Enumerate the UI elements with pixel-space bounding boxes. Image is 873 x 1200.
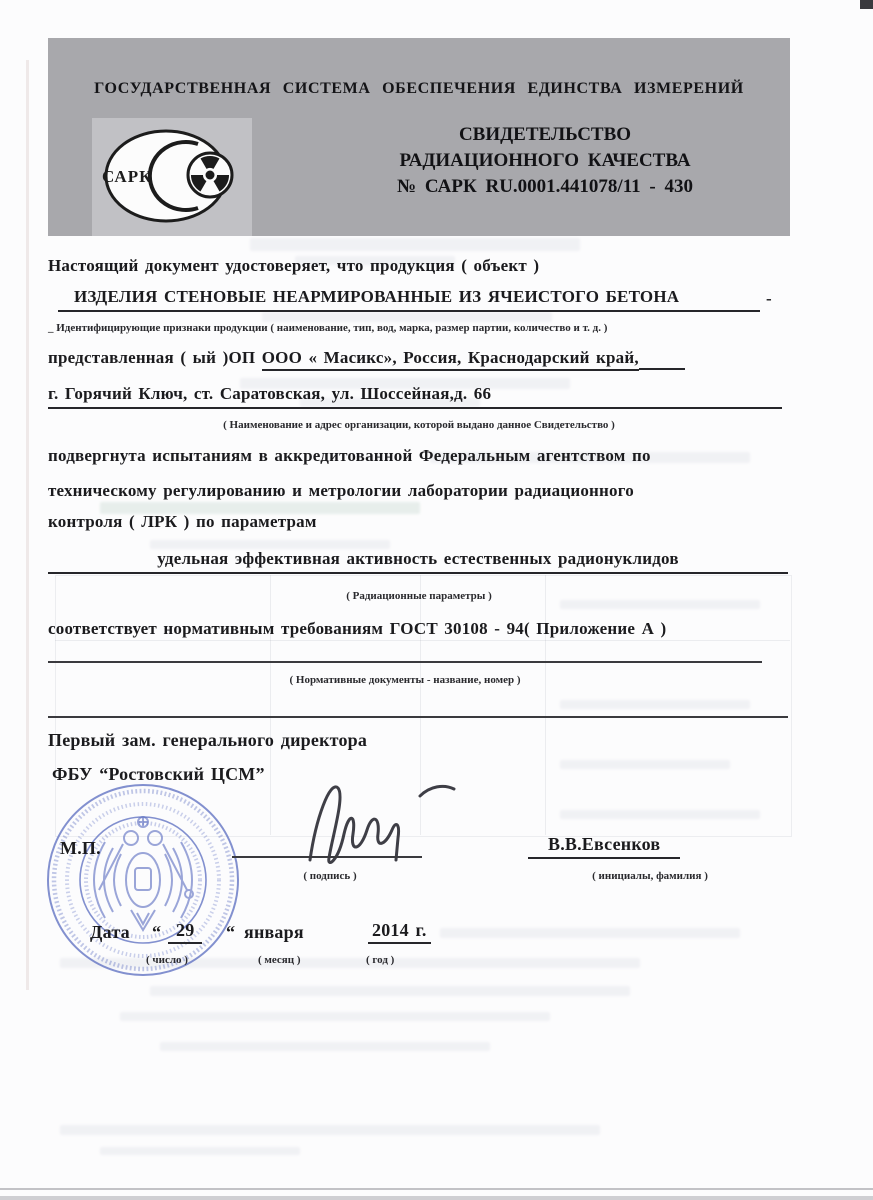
scan-bottom-rule	[0, 1188, 873, 1190]
bleed-through-table-line	[545, 575, 546, 835]
parameter-value: удельная эффективная активность естественных радионуклидов	[157, 549, 679, 568]
logo-sark-text: САРК	[102, 167, 153, 186]
name-caption: ( инициалы, фамилия )	[592, 870, 708, 882]
normative-caption: ( Нормативные документы - название, номер )	[289, 674, 521, 686]
bleed-through-table-line	[55, 640, 790, 641]
signature-caption: ( подпись )	[303, 870, 357, 882]
bleed-through-artifact	[160, 1042, 490, 1051]
parameter-line	[48, 549, 788, 574]
bleed-through-artifact	[560, 700, 750, 709]
bleed-through-artifact	[250, 238, 580, 251]
gsi-header-line: ГОСУДАРСТВЕННАЯ СИСТЕМА ОБЕСПЕЧЕНИЯ ЕДИНСТВА ИЗМЕРЕНИЙ	[94, 80, 744, 97]
certificate-title-line2: РАДИАЦИОННОГО КАЧЕСТВА	[399, 150, 691, 171]
address-value: г. Горячий Ключ, ст. Саратовская, ул. Шоссейная,д. 66	[48, 384, 492, 403]
second-rule	[48, 716, 788, 718]
radiation-icon	[188, 153, 232, 197]
bleed-through-artifact	[120, 1012, 550, 1021]
date-month: января	[244, 922, 304, 942]
address-line	[48, 384, 782, 409]
date-year: 2014 г.	[368, 920, 431, 944]
official-seal-stamp	[43, 780, 243, 980]
product-trailing-dash: -	[766, 289, 772, 308]
month-caption: ( месяц )	[258, 954, 301, 966]
scan-artifact-top-right	[860, 0, 873, 9]
normative-rule	[48, 661, 762, 663]
date-quote-open: “	[152, 922, 162, 942]
bleed-through-artifact	[60, 1125, 600, 1135]
scan-artifact-left-streak	[26, 60, 29, 990]
product-name: ИЗДЕЛИЯ СТЕНОВЫЕ НЕАРМИРОВАННЫЕ ИЗ ЯЧЕИСТОГО БЕТОНА	[74, 287, 680, 306]
certificate-number: № САРК RU.0001.441078/11 - 430	[397, 176, 693, 197]
signature-line	[232, 856, 422, 858]
presented-underline-tail	[639, 348, 685, 370]
product-name-line	[58, 287, 760, 312]
bleed-through-artifact	[150, 986, 630, 996]
tested-line3: контроля ( ЛРК ) по параметрам	[48, 512, 317, 531]
bleed-through-artifact	[560, 810, 760, 819]
bleed-through-artifact	[100, 1147, 300, 1155]
bleed-through-table-line	[270, 575, 271, 835]
parameter-caption: ( Радиационные параметры )	[346, 590, 492, 602]
mp-label: М.П.	[60, 838, 101, 858]
date-label: Дата	[90, 922, 130, 942]
tested-line2: техническому регулированию и метрологии лаборатории радиационного	[48, 481, 634, 500]
signer-name: В.В.Евсенков	[528, 834, 680, 859]
scan-bottom-edge	[0, 1196, 873, 1200]
presented-prefix: представленная ( ый )ОП	[48, 348, 262, 367]
product-caption: _ Идентифицирующие признаки продукции ( наименование, тип, вод, марка, размер партии, количество и т. д. )	[48, 322, 608, 334]
sark-logo-patch	[92, 118, 252, 236]
bleed-through-artifact	[150, 540, 390, 549]
sark-logo	[92, 118, 252, 236]
year-caption: ( год )	[366, 954, 395, 966]
date-quote-close: “	[226, 922, 236, 942]
presented-value: ООО « Масикс», Россия, Краснодарский край,	[262, 348, 639, 371]
certificate-title-line1: СВИДЕТЕЛЬСТВО	[458, 124, 632, 145]
tested-line1: подвергнута испытаниям в аккредитованной Федеральным агентством по	[48, 446, 651, 465]
bleed-through-artifact	[440, 928, 740, 938]
signer-title-line2: ФБУ “Ростовский ЦСМ”	[52, 764, 265, 784]
certificate-title	[310, 122, 780, 200]
bleed-through-artifact	[560, 760, 730, 769]
date-day: 29	[168, 920, 202, 944]
bleed-through-artifact	[262, 312, 552, 322]
day-caption: ( число )	[146, 954, 188, 966]
intro-line: Настоящий документ удостоверяет, что продукция ( объект )	[48, 256, 540, 275]
conformity-line: соответствует нормативным требованиям ГОСТ 30108 - 94( Приложение А )	[48, 619, 667, 638]
presented-line	[48, 348, 685, 370]
org-caption: ( Наименование и адрес организации, которой выдано данное Свидетельство )	[223, 419, 615, 431]
signer-title-line1: Первый зам. генерального директора	[48, 730, 368, 750]
